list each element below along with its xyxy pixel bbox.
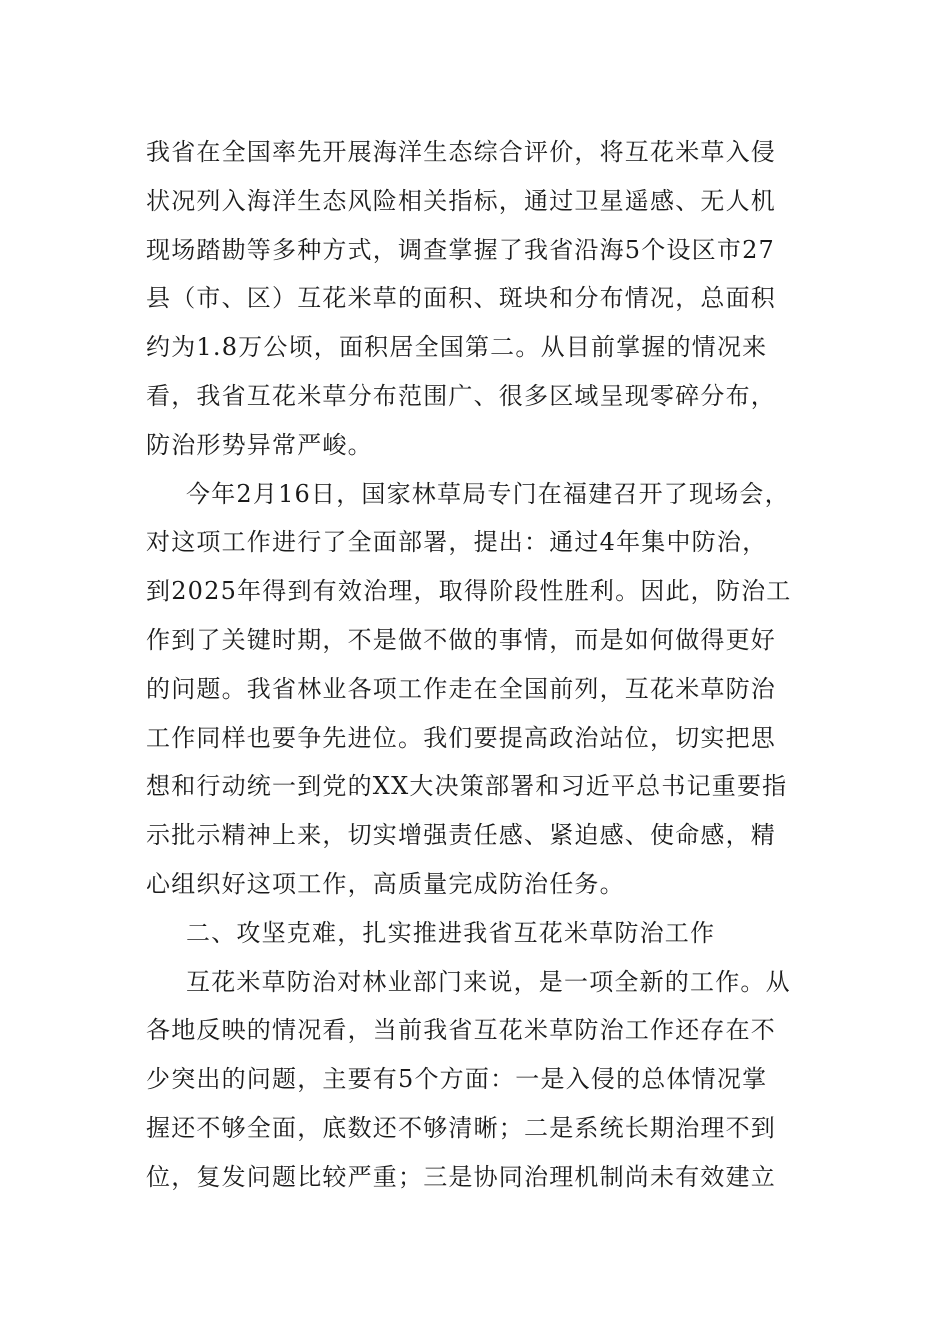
body-text (146, 128, 836, 1202)
text-line: 我省在全国率先开展海洋生态综合评价，将互花米草入侵 (146, 138, 776, 166)
text-line: 心组织好这项工作，高质量完成防治任务。 (146, 869, 625, 898)
text-line: 二、攻坚克难，扎实推进我省互花米草防治工作 (186, 918, 716, 947)
text-line: 看，我省互花米草分布范围广、很多区域呈现零碎分布， (146, 381, 776, 410)
text-line: 想和行动统一到党的XX大决策部署和习近平总书记重要指 (146, 772, 788, 801)
text-line: 位，复发问题比较严重；三是协同治理机制尚未有效建立 (146, 1162, 776, 1191)
text-line: 对这项工作进行了全面部署，提出：通过4年集中防治， (146, 528, 768, 557)
text-line: 少突出的问题，主要有5个方面：一是入侵的总体情况掌 (146, 1065, 768, 1094)
text-line: 到2025年得到有效治理，取得阶段性胜利。因此，防治工 (146, 577, 792, 606)
text-line: 作到了关键时期，不是做不做的事情，而是如何做得更好 (146, 625, 776, 654)
text-line: 防治形势异常严峻。 (146, 430, 373, 459)
text-line: 示批示精神上来，切实增强责任感、紧迫感、使命感，精 (146, 821, 776, 850)
text-line: 县（市、区）互花米草的面积、斑块和分布情况，总面积 (146, 284, 776, 313)
text-line: 今年2月16日，国家林草局专门在福建召开了现场会， (186, 479, 790, 508)
text-line: 握还不够全面，底数还不够清晰；二是系统长期治理不到 (146, 1113, 776, 1142)
text-line: 各地反映的情况看，当前我省互花米草防治工作还存在不 (146, 1016, 776, 1045)
text-line: 约为1.8万公顷，面积居全国第二。从目前掌握的情况来 (146, 333, 768, 362)
text-line: 现场踏勘等多种方式，调查掌握了我省沿海5个设区市27 (146, 235, 776, 264)
text-line: 工作同样也要争先进位。我们要提高政治站位，切实把思 (146, 723, 776, 752)
text-line: 的问题。我省林业各项工作走在全国前列，互花米草防治 (146, 674, 776, 703)
text-line: 互花米草防治对林业部门来说，是一项全新的工作。从 (186, 967, 791, 996)
text-line: 状况列入海洋生态风险相关指标，通过卫星遥感、无人机 (146, 186, 776, 215)
